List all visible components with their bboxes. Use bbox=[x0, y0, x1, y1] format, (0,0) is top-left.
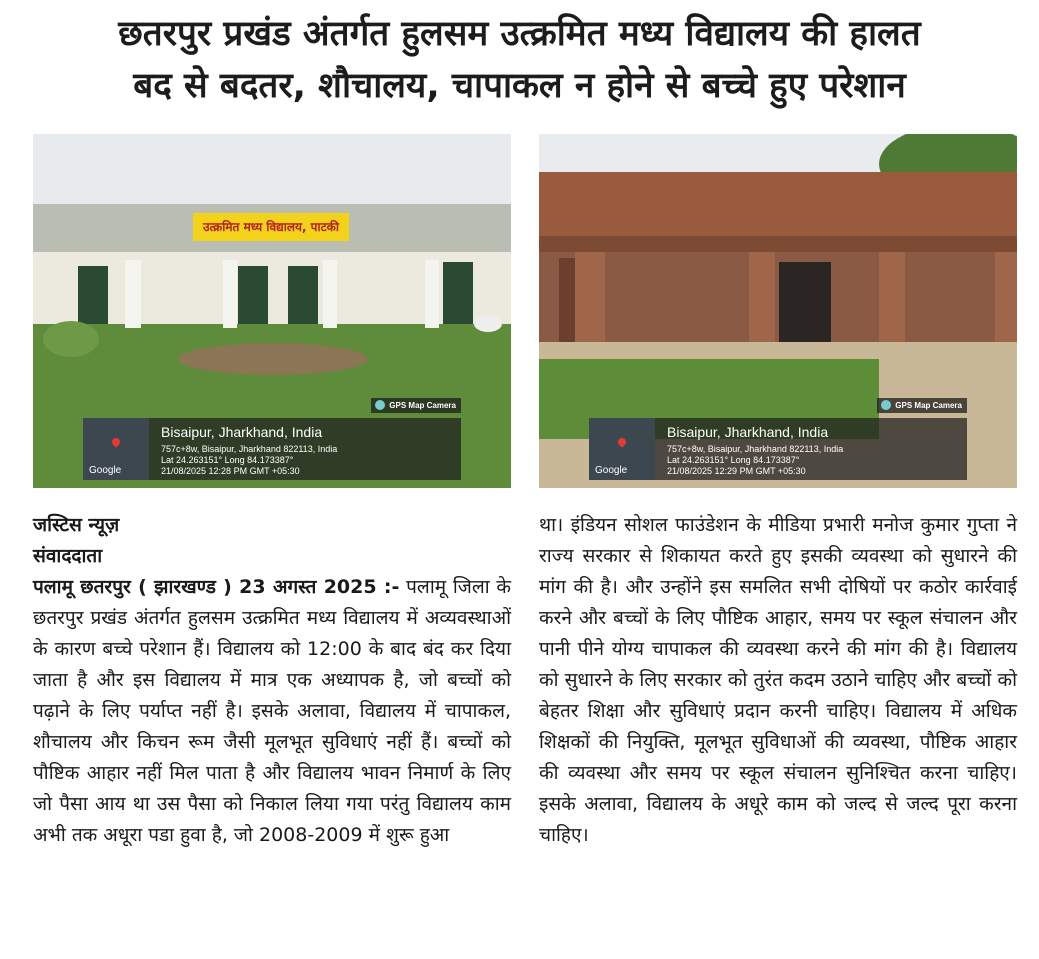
map-pin-icon bbox=[110, 436, 121, 447]
address: 757c+8w, Bisaipur, Jharkhand 822113, India bbox=[161, 444, 338, 454]
coordinates: Lat 24.263151° Long 84.173387° bbox=[161, 455, 294, 465]
headline-line-1: छतरपुर प्रखंड अंतर्गत हुलसम उत्क्रमित मध्य विद्यालय की हालत bbox=[118, 14, 921, 54]
article-column-left bbox=[33, 510, 511, 851]
gps-badge-label: GPS Map Camera bbox=[389, 401, 456, 410]
gps-camera-badge bbox=[877, 398, 967, 413]
photo-school-front bbox=[33, 134, 511, 488]
headline-line-2: बद से बदतर, शौचालय, चापाकल न होने से बच्चे हुए परेशान bbox=[133, 66, 906, 106]
dateline: पलामू छतरपुर ( झारखण्ड ) 23 अगस्त 2025 :- bbox=[33, 576, 400, 598]
google-logo: Google bbox=[89, 465, 122, 476]
map-thumbnail bbox=[589, 418, 655, 480]
coordinates: Lat 24.263151° Long 84.173387° bbox=[667, 455, 800, 465]
gps-badge-label: GPS Map Camera bbox=[895, 401, 962, 410]
article-body-right: था। इंडियन सोशल फाउंडेशन के मीडिया प्रभारी मनोज कुमार गुप्ता ने राज्य सरकार से शिकायत करते हुए इसकी व्यवस्था को सुधारने की मांग की है। और उन्होंने इस समलित सभी दोषियों पर कठोर कार्रवाई करने और बच्चों के लिए पौष्टिक आहार, समय पर स्कूल संचालन और पानी पीने योग्य चापाकल की व्यवस्था करने की मांग की है। विद्यालय को सुधारने के लिए सरकार को तुरंत कदम उठाने चाहिए और बच्चों को बेहतर शिक्षा और सुविधाएं प्रदान करनी चाहिए। विद्यालय में अधिक शिक्षकों की नियुक्ति, मूलभूत सुविधाओं की व्यवस्था, पौष्टिक आहार की व्यवस्था और समय पर स्कूल संचालन सुनिश्चित करना चाहिए। इसके अलावा, विद्यालय के अधूरे काम को जल्द से जल्द पूरा करना चाहिए। bbox=[539, 514, 1017, 846]
byline-source: जस्टिस न्यूज़ bbox=[33, 514, 120, 536]
google-logo: Google bbox=[595, 465, 628, 476]
timestamp: 21/08/2025 12:28 PM GMT +05:30 bbox=[161, 466, 300, 476]
address: 757c+8w, Bisaipur, Jharkhand 822113, India bbox=[667, 444, 844, 454]
place-name: Bisaipur, Jharkhand, India bbox=[667, 424, 829, 440]
gps-overlay bbox=[589, 418, 967, 480]
headline bbox=[0, 8, 1039, 112]
gps-camera-icon bbox=[881, 400, 891, 410]
photo-brick-building bbox=[539, 134, 1017, 488]
article-body-left: पलामू जिला के छतरपुर प्रखंड अंतर्गत हुलसम उत्क्रमित मध्य विद्यालय में अव्यवस्थाओं के कारण बच्चे परेशान हैं। विद्यालय को 12:00 के बाद बंद कर दिया जाता है और इस विद्यालय में मात्र एक अध्यापक है, जो बच्चों को पढ़ाने के लिए पर्याप्त नहीं है। इसके अलावा, विद्यालय में चापाकल, शौचालय और किचन रूम जैसी मूलभूत सुविधाएं नहीं हैं। बच्चों को पौष्टिक आहार नहीं मिल पाता है और विद्यालय भावन निमार्ण के लिए जो पैसा आय था उस पैसा को निकाल लिया गया परंतु विद्यालय काम अभी तक अधूरा पडा हुवा है, जो 2008-2009 में शुरू हुआ bbox=[33, 576, 511, 846]
map-thumbnail bbox=[83, 418, 149, 480]
gps-camera-badge bbox=[371, 398, 461, 413]
map-pin-icon bbox=[616, 436, 627, 447]
place-name: Bisaipur, Jharkhand, India bbox=[161, 424, 323, 440]
gps-camera-icon bbox=[375, 400, 385, 410]
byline-role: संवाददाता bbox=[33, 545, 103, 567]
timestamp: 21/08/2025 12:29 PM GMT +05:30 bbox=[667, 466, 806, 476]
gps-overlay bbox=[83, 418, 461, 480]
article-column-right bbox=[539, 510, 1017, 851]
school-sign-text: उत्क्रमित मध्य विद्यालय, पाटकी bbox=[203, 220, 339, 234]
